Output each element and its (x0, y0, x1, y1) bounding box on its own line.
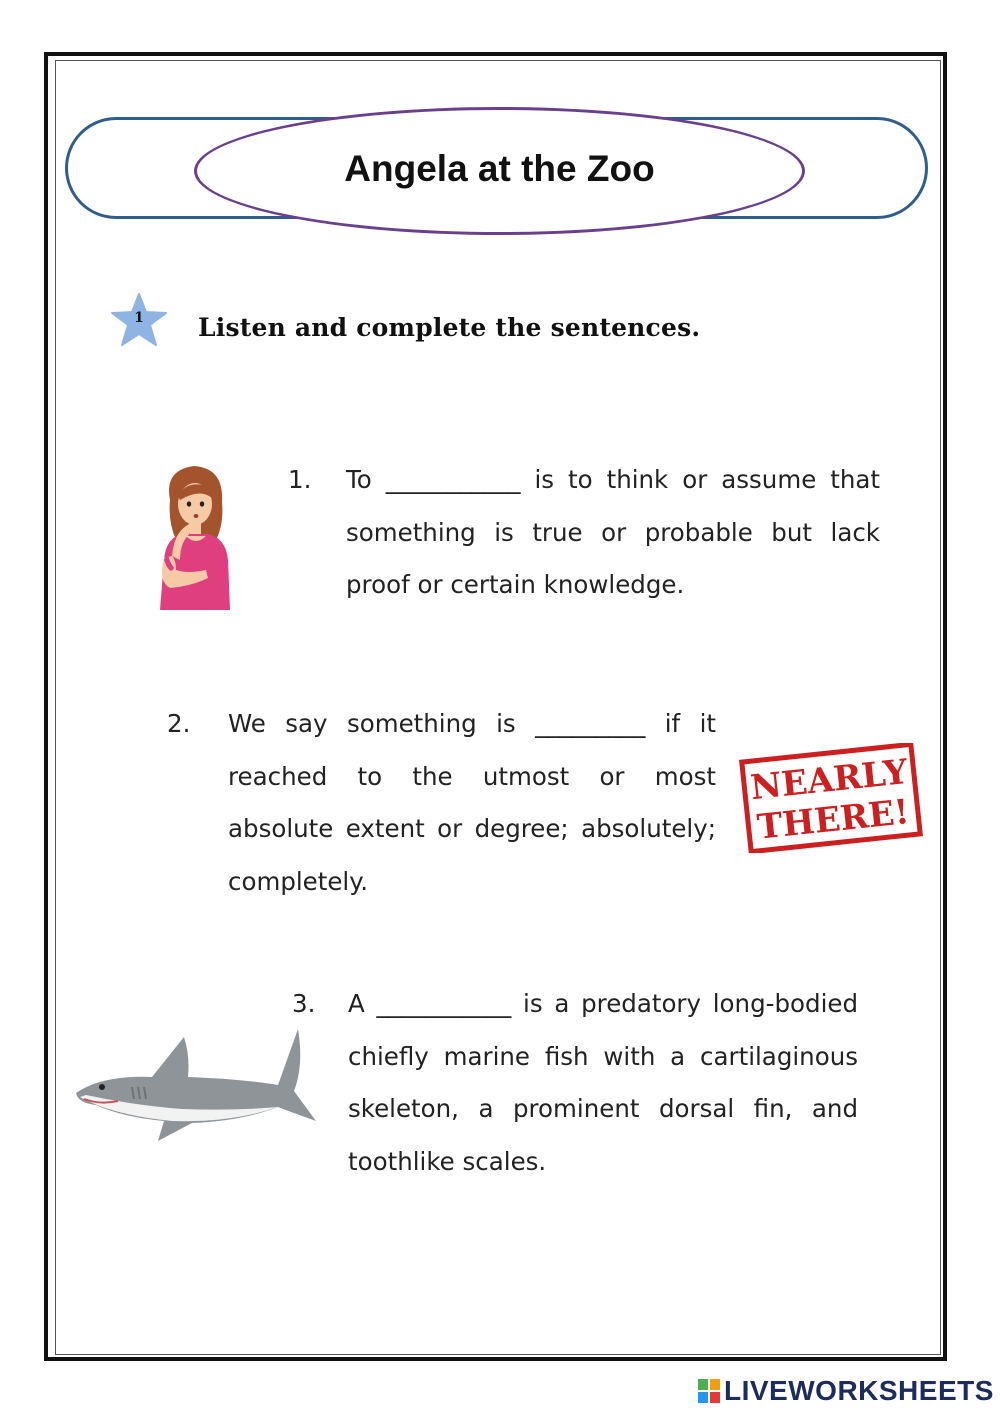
stamp-text-line-2: THERE! (755, 792, 912, 848)
logo-squares-icon (698, 1379, 720, 1403)
question-3-text: A ___________ is a predatory long-bodied chiefly marine fish with a cartilaginous skeleton, a prominent dorsal fin, and toothlike scales. (348, 989, 858, 1176)
question-1-text: To ___________ is to think or assume that something is true or probable but lack proof or certain knowledge. (346, 465, 880, 599)
question-1-number: 1. (288, 465, 312, 494)
page-title: Angela at the Zoo (344, 148, 655, 189)
exercise-instruction: Listen and complete the sentences. (198, 313, 701, 342)
liveworksheets-logo (698, 1374, 994, 1408)
woman-thinking-icon (150, 460, 240, 620)
shark-icon (72, 1025, 320, 1150)
nearly-there-stamp-icon (738, 743, 924, 853)
question-3-number: 3. (292, 989, 316, 1018)
stamp-text-line-1: NEARLY (748, 751, 910, 809)
brand-name: LIVEWORKSHEETS (724, 1375, 994, 1406)
question-2-number: 2. (167, 709, 191, 738)
exercise-number: 1 (134, 310, 144, 326)
question-2-text: We say something is _________ if it reached to the utmost or most absolute extent or degree; absolutely; completely. (228, 709, 716, 896)
